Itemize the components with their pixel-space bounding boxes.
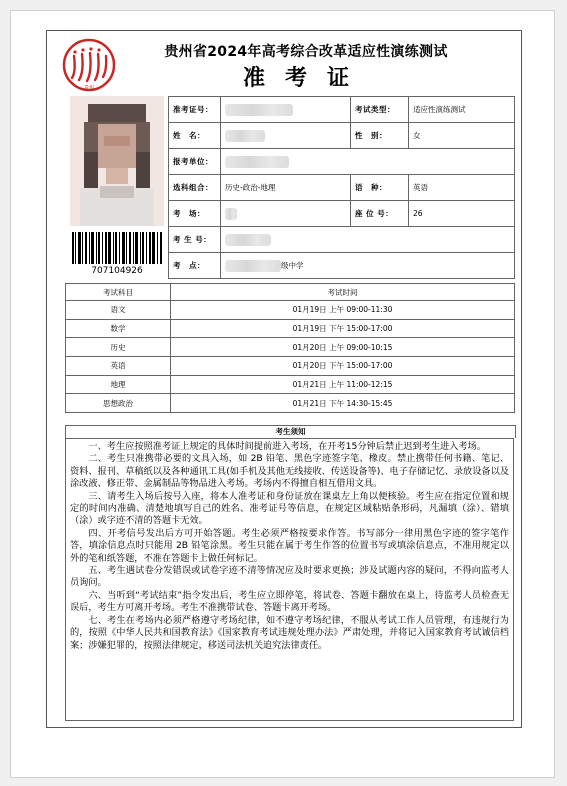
label-candidate-number: 考 生 号： <box>169 227 221 253</box>
schedule-row <box>66 301 515 320</box>
label-subject-combo: 选科组合： <box>169 175 221 201</box>
candidate-photo <box>70 96 164 226</box>
value-candidate-number <box>221 227 515 253</box>
label-exam-type: 考试类型： <box>351 97 409 123</box>
value-language: 英语 <box>409 175 515 201</box>
info-row-ticket-number <box>169 97 515 123</box>
info-row-room <box>169 201 515 227</box>
schedule-subject: 历史 <box>66 338 171 357</box>
ticket-title: 准考证 <box>242 66 369 91</box>
notice-paragraph: 四、开考信号发出后方可开始答题。考生必须严格按要求作答。书写部分一律用黑色字迹的签字笔作答，填涂信息点时只能用 2B 铅笔涂黑。考生只能在属于考生作答的位置书写或填涂信息点，不准用规定以外的笔和纸答题，不准在答题卡上做任何标记。 <box>70 527 509 564</box>
schedule-subject: 英语 <box>66 357 171 376</box>
exam-site-suffix: 级中学 <box>281 260 304 270</box>
schedule-subject: 思想政治 <box>66 394 171 413</box>
redacted-ticket-number <box>225 104 293 116</box>
exam-title: 贵州省2024年高考综合改革适应性演练测试 <box>164 44 448 60</box>
redacted-school <box>225 156 289 168</box>
info-row-candidate-number <box>169 227 515 253</box>
label-name: 姓 名： <box>169 123 221 149</box>
label-ticket-number: 准考证号： <box>169 97 221 123</box>
logo-text: 贵州 <box>83 85 95 91</box>
schedule-time: 01月19日 下午 15:00-17:00 <box>171 319 515 338</box>
info-row-school <box>169 149 515 175</box>
notice-paragraph: 三、请考生入场后按号入座，将本人准考证和身份证放在课桌左上角以便核验。考生应在指定位置和规定的时间内准确、清楚地填写自己的姓名、准考证号等信息，在规定区域粘贴条形码，凡漏填（涂）、错填（涂）或字迹不清的答题卡无效。 <box>70 490 509 527</box>
info-row-name <box>169 123 515 149</box>
value-subject-combo: 历史-政治-地理 <box>221 175 351 201</box>
notice-title: 考生须知 <box>65 425 516 438</box>
label-exam-site: 考 点： <box>169 253 221 279</box>
value-name <box>221 123 351 149</box>
notice-body <box>65 438 514 721</box>
schedule-time: 01月20日 上午 09:00-10:15 <box>171 338 515 357</box>
barcode-image <box>72 232 162 264</box>
barcode-number: 707104926 <box>91 266 143 276</box>
schedule-header-time: 考试时间 <box>171 284 515 301</box>
value-school <box>221 149 515 175</box>
schedule-time: 01月21日 下午 14:30-15:45 <box>171 394 515 413</box>
schedule-row <box>66 338 515 357</box>
value-exam-type: 适应性演练测试 <box>409 97 515 123</box>
exam-schedule-table <box>65 283 515 413</box>
value-seat-number: 26 <box>409 201 515 227</box>
info-row-subjects <box>169 175 515 201</box>
label-language: 语 种： <box>351 175 409 201</box>
redacted-name <box>225 130 265 142</box>
schedule-subject: 地理 <box>66 375 171 394</box>
schedule-time: 01月19日 上午 09:00-11:30 <box>171 301 515 320</box>
schedule-header-subject: 考试科目 <box>66 284 171 301</box>
label-seat-number: 座 位 号： <box>351 201 409 227</box>
schedule-row <box>66 319 515 338</box>
notice-paragraph: 六、当听到“考试结束”指令发出后，考生应立即停笔，将试卷、答题卡翻放在桌上，待监考人员检查无误后，考生方可离开考场。考生不准携带试卷、答题卡离开考场。 <box>70 589 509 614</box>
label-school: 报考单位： <box>169 149 221 175</box>
value-gender: 女 <box>409 123 515 149</box>
value-exam-room <box>221 201 351 227</box>
schedule-row <box>66 375 515 394</box>
info-row-exam-site <box>169 253 515 279</box>
label-exam-room: 考 场： <box>169 201 221 227</box>
schedule-row <box>66 357 515 376</box>
schedule-row <box>66 394 515 413</box>
redacted-candidate-number <box>225 234 271 246</box>
schedule-subject: 语文 <box>66 301 171 320</box>
notice-paragraph: 七、考生在考场内必须严格遵守考场纪律，如不遵守考场纪律，不服从考试工作人员管理，有违规行为的，按照《中华人民共和国教育法》《国家教育考试违规处理办法》严肃处理，并将记入国家教育考试诚信档案；涉嫌犯罪的，按照法律规定，移送司法机关追究法律责任。 <box>70 614 509 651</box>
notice-paragraph: 一、考生应按照准考证上规定的具体时间提前进入考场，在开考15分钟后禁止迟到考生进入考场。 <box>88 441 486 452</box>
redacted-exam-room <box>225 208 237 220</box>
schedule-time: 01月21日 上午 11:00-12:15 <box>171 375 515 394</box>
value-ticket-number <box>221 97 351 123</box>
candidate-info-table <box>168 96 515 279</box>
label-gender: 性 别： <box>351 123 409 149</box>
schedule-subject: 数学 <box>66 319 171 338</box>
exam-logo <box>62 38 116 92</box>
redacted-exam-site <box>225 260 281 272</box>
schedule-time: 01月20日 下午 15:00-17:00 <box>171 357 515 376</box>
value-exam-site <box>221 253 515 279</box>
schedule-header-row <box>66 284 515 301</box>
notice-paragraph: 五、考生遇试卷分发错误或试卷字迹不清等情况应及时要求更换；涉及试题内容的疑问，不得向监考人员询问。 <box>70 565 509 589</box>
notice-paragraph: 二、考生只准携带必要的文具入场，如 2B 铅笔、黑色字迹签字笔、橡皮。禁止携带任何书籍、笔记、资料、报刊、草稿纸以及各种通讯工具(如手机及其他无线接收、传送设备等)、电子存储记忆、录放设备以及涂改液、修正带、金属制品等物品进入考场。考场内不得擅自相互借用文具。 <box>70 453 509 490</box>
